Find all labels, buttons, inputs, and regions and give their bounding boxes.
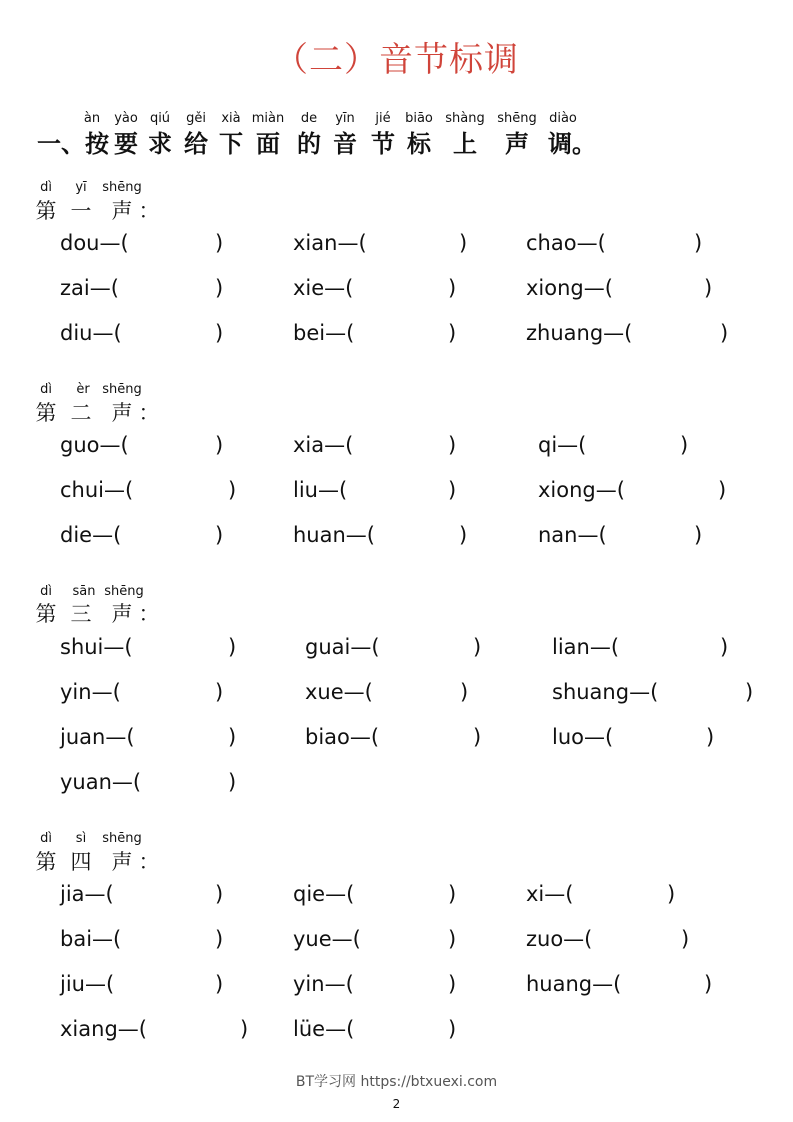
syllable-text: guai—( <box>305 635 380 659</box>
label-char: 四 <box>70 850 92 874</box>
syllable-text: jiu—( <box>60 972 115 996</box>
instruction-char: 节 <box>371 129 395 158</box>
label-char: 声 <box>111 401 133 425</box>
pinyin-syllable: shàng <box>445 111 485 126</box>
answer-blank-close: ) <box>720 321 729 345</box>
syllable-text: bei—( <box>293 321 355 345</box>
instruction-text <box>0 124 793 158</box>
answer-blank-close: ) <box>459 523 468 547</box>
pinyin-syllable: shēng <box>104 584 144 599</box>
answer-blank-close: ) <box>448 927 457 951</box>
syllable-text: diu—( <box>60 321 122 345</box>
pinyin-syllable: qiú <box>149 111 171 126</box>
answer-blank-close: ) <box>745 680 754 704</box>
syllable-text: zhuang—( <box>526 321 633 345</box>
answer-blank-close: ) <box>215 321 224 345</box>
instruction-char: 一、按 <box>37 129 109 158</box>
label-char: ： <box>138 199 160 223</box>
answer-blank-close: ) <box>448 1017 457 1041</box>
answer-blank-close: ) <box>706 725 715 749</box>
answer-blank-close: ) <box>215 276 224 300</box>
label-char: 声 <box>111 199 133 223</box>
syllable-text: bai—( <box>60 927 122 951</box>
answer-blank-close: ) <box>694 231 703 255</box>
syllable-text: xue—( <box>305 680 373 704</box>
syllable-text: chao—( <box>526 231 606 255</box>
pinyin-syllable: miàn <box>251 111 285 126</box>
instruction-char: 上 <box>453 129 477 158</box>
answer-blank-close: ) <box>228 725 237 749</box>
syllable-text: die—( <box>60 523 122 547</box>
instruction-char: 标 <box>407 129 431 158</box>
answer-blank-close: ) <box>228 635 237 659</box>
pinyin-syllable: yīn <box>335 111 355 126</box>
pinyin-syllable: àn <box>83 111 101 126</box>
syllable-text: shui—( <box>60 635 133 659</box>
answer-blank-close: ) <box>667 882 676 906</box>
syllable-text: xiong—( <box>538 478 625 502</box>
syllable-text: juan—( <box>60 725 135 749</box>
syllable-text: yin—( <box>60 680 121 704</box>
pinyin-syllable: shēng <box>497 111 537 126</box>
syllable-text: yuan—( <box>60 770 142 794</box>
pinyin-syllable: jié <box>375 111 391 126</box>
answer-blank-close: ) <box>459 231 468 255</box>
label-char: ： <box>138 602 160 626</box>
instruction-char: 的 <box>297 129 321 158</box>
syllable-text: xi—( <box>526 882 574 906</box>
answer-blank-close: ) <box>240 1017 249 1041</box>
syllable-text: liu—( <box>293 478 348 502</box>
label-char: ： <box>138 401 160 425</box>
instruction-char: 声 <box>505 129 529 158</box>
instruction-char: 求 <box>148 129 172 158</box>
syllable-text: lian—( <box>552 635 620 659</box>
label-char: 二 <box>70 401 92 425</box>
syllable-text: jia—( <box>60 882 114 906</box>
label-char: 声 <box>111 850 133 874</box>
syllable-text: huang—( <box>526 972 622 996</box>
answer-blank-close: ) <box>215 882 224 906</box>
syllable-text: xie—( <box>293 276 354 300</box>
syllable-text: chui—( <box>60 478 134 502</box>
syllable-text: nan—( <box>538 523 607 547</box>
syllable-text: zuo—( <box>526 927 593 951</box>
syllable-text: qi—( <box>538 433 587 457</box>
syllable-text: guo—( <box>60 433 129 457</box>
pinyin-syllable: xià <box>221 111 241 126</box>
pinyin-syllable: biāo <box>405 111 433 126</box>
page-number: 2 <box>392 1097 401 1111</box>
pinyin-syllable: èr <box>76 382 90 397</box>
answer-blank-close: ) <box>473 635 482 659</box>
pinyin-syllable: shēng <box>102 382 142 397</box>
answer-blank-close: ) <box>448 972 457 996</box>
syllable-text: xiong—( <box>526 276 613 300</box>
label-char: 第 <box>35 401 57 425</box>
syllable-text: lüe—( <box>293 1017 355 1041</box>
syllable-text: xian—( <box>293 231 367 255</box>
footer-watermark: BT学习网 https://btxuexi.com <box>295 1074 498 1090</box>
instruction-char: 调。 <box>548 129 596 158</box>
syllable-text: luo—( <box>552 725 614 749</box>
answer-blank-close: ) <box>704 972 713 996</box>
answer-blank-close: ) <box>215 972 224 996</box>
pinyin-syllable: shēng <box>102 831 142 846</box>
syllable-text: dou—( <box>60 231 129 255</box>
answer-blank-close: ) <box>228 770 237 794</box>
syllable-text: shuang—( <box>552 680 659 704</box>
pinyin-syllable: sān <box>72 584 96 599</box>
answer-blank-close: ) <box>448 276 457 300</box>
answer-blank-close: ) <box>448 478 457 502</box>
pinyin-syllable: shēng <box>102 180 142 195</box>
answer-blank-close: ) <box>215 231 224 255</box>
label-char: 第 <box>35 850 57 874</box>
pinyin-syllable: dì <box>40 584 52 599</box>
answer-blank-close: ) <box>215 927 224 951</box>
instruction-char: 面 <box>256 129 280 158</box>
answer-blank-close: ) <box>460 680 469 704</box>
pinyin-syllable: dì <box>40 180 52 195</box>
answer-blank-close: ) <box>473 725 482 749</box>
answer-blank-close: ) <box>681 927 690 951</box>
pinyin-syllable: gěi <box>186 111 206 126</box>
label-char: ： <box>138 850 160 874</box>
label-char: 第 <box>35 199 57 223</box>
page-title: （二）音节标调 <box>274 40 519 80</box>
pinyin-syllable: de <box>300 111 318 126</box>
pinyin-syllable: yào <box>114 111 138 126</box>
answer-blank-close: ) <box>228 478 237 502</box>
answer-blank-close: ) <box>215 523 224 547</box>
instruction-char: 要 <box>114 129 138 158</box>
syllable-text: xia—( <box>293 433 354 457</box>
label-char: 第 <box>35 602 57 626</box>
instruction-char: 给 <box>184 129 208 158</box>
pinyin-syllable: dì <box>40 831 52 846</box>
pinyin-syllable: sì <box>75 831 87 846</box>
answer-blank-close: ) <box>680 433 689 457</box>
label-char: 一 <box>70 199 92 223</box>
label-char: 三 <box>70 602 92 626</box>
syllable-text: yin—( <box>293 972 354 996</box>
answer-blank-close: ) <box>448 882 457 906</box>
answer-blank-close: ) <box>694 523 703 547</box>
syllable-text: zai—( <box>60 276 119 300</box>
syllable-text: huan—( <box>293 523 375 547</box>
answer-blank-close: ) <box>448 433 457 457</box>
answer-blank-close: ) <box>215 680 224 704</box>
answer-blank-close: ) <box>720 635 729 659</box>
answer-blank-close: ) <box>718 478 727 502</box>
label-char: 声 <box>111 602 133 626</box>
syllable-text: biao—( <box>305 725 380 749</box>
syllable-text: xiang—( <box>60 1017 147 1041</box>
answer-blank-close: ) <box>215 433 224 457</box>
pinyin-syllable: dì <box>40 382 52 397</box>
syllable-text: qie—( <box>293 882 355 906</box>
pinyin-syllable: yī <box>75 180 87 195</box>
pinyin-syllable: diào <box>549 111 577 126</box>
answer-blank-close: ) <box>448 321 457 345</box>
syllable-text: yue—( <box>293 927 361 951</box>
instruction-char: 音 <box>333 129 357 158</box>
answer-blank-close: ) <box>704 276 713 300</box>
instruction-char: 下 <box>219 129 243 158</box>
